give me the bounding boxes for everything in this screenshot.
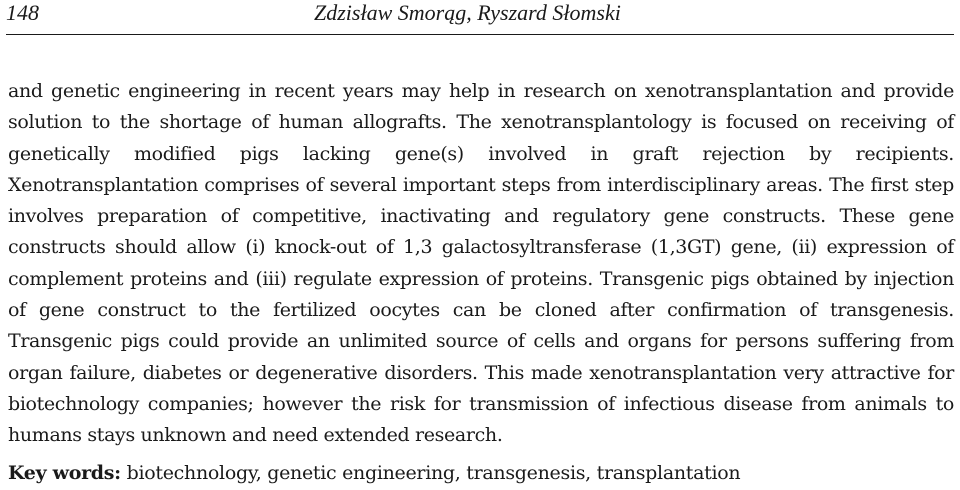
running-header	[6, 0, 954, 32]
keywords-line	[8, 459, 954, 487]
header-rule	[6, 34, 954, 35]
abstract-body	[8, 76, 954, 452]
keywords-label: Key words:	[8, 462, 121, 484]
keywords-terms: biotechnology, genetic engineering, transgenesis, transplantation	[126, 462, 741, 484]
page-number: 148	[6, 0, 39, 25]
running-header-authors: Zdzisław Smorąg, Ryszard Słomski	[314, 0, 621, 25]
abstract-paragraph: and genetic engineering in recent years may help in research on xenotransplantation and provide solution to the shortage of human allografts. The xenotransplantology is focused on receiving of genetically modified pigs lacking gene(s) involved in graft rejection by recipients. Xenotransplantation comprises of several important steps from interdisciplinary areas. The first step involves preparation of competitive, inactivating and regulatory gene constructs. These gene constructs should allow (i) knock-out of 1,3 galactosyltransferase (1,3GT) gene, (ii) expression of complement proteins and (iii) regulate expression of proteins. Transgenic pigs obtained by injection of gene construct to the fertilized oocytes can be cloned after confirmation of transgenesis. Transgenic pigs could provide an unlimited source of cells and organs for persons suffering from organ failure, diabetes or degenerative disorders. This made xenotransplantation very attractive for biotechnology companies; however the risk for transmission of infectious disease from animals to humans stays unknown and need extended research.	[8, 80, 954, 447]
